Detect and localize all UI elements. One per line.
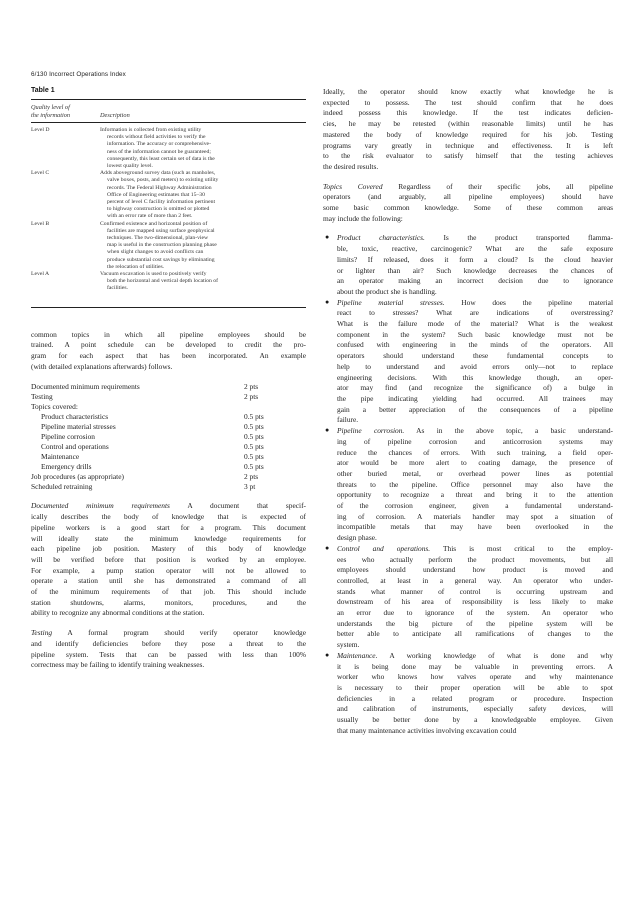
text-line: ees who actually perform the product movements, but all xyxy=(337,554,613,564)
text-line: incompatible metals that may have been overlooked in the xyxy=(337,522,613,532)
text-line: pipeline workers is a good start for a program. This document xyxy=(31,522,306,532)
text-line: usually be better done by a knowledgeable employee. Given xyxy=(337,715,613,725)
run-in-text: A formal program should verify operator knowledge xyxy=(52,628,306,638)
text-line: ble, toxic, reactive, carcinogenic? What are the safe exposure xyxy=(337,244,613,254)
text-line: operators should understand these fundamental concepts to xyxy=(337,351,613,361)
bullet-icon: ● xyxy=(325,297,330,306)
points-item-value: 2 pts xyxy=(244,382,259,392)
points-row xyxy=(31,402,278,412)
text-line: the desired results. xyxy=(323,161,379,171)
points-item-value: 0.5 pts xyxy=(244,422,264,432)
points-item-value: 0.5 pts xyxy=(244,412,264,422)
bullet-icon: ● xyxy=(325,543,330,552)
table-description-cell xyxy=(100,127,282,170)
table-col2-header: Description xyxy=(100,111,130,119)
topic-bullet-item xyxy=(323,298,613,426)
points-item-name: Testing xyxy=(31,392,53,402)
table-level-cell: Level B xyxy=(31,220,50,227)
table-description-line: when slight changes to avoid conflicts can xyxy=(107,249,204,256)
points-item-name: Emergency drills xyxy=(41,461,92,471)
text-line: stands what manner of control is occurring upstream and xyxy=(337,586,613,596)
text-line xyxy=(323,182,613,193)
table-description-cell xyxy=(100,170,282,220)
bullet-icon: ● xyxy=(325,426,330,435)
text-line xyxy=(31,501,306,512)
running-head: 6/130 Incorrect Operations Index xyxy=(31,71,126,78)
table-description-line: facilities are mapped using surface geophysical xyxy=(107,227,215,234)
table-description-line: to highway construction is omitted or plotted xyxy=(107,206,210,213)
points-item-name: Job procedures (as appropriate) xyxy=(31,471,124,481)
points-item-name: Documented minimum requirements xyxy=(31,382,140,392)
text-line: to the risk evaluator to satisfy himself that the testing achieves xyxy=(323,151,613,161)
run-in-heading: Documented minimum requirements xyxy=(31,501,170,511)
text-line: will ideally state the minimum knowledge requirements for xyxy=(31,533,306,543)
text-line: and calibration of instruments, especially safety devices, will xyxy=(337,704,613,714)
table-description-cell xyxy=(100,271,282,293)
points-item-name: Scheduled retraining xyxy=(31,481,93,491)
text-line: will be verified before that position is worked by an employee. xyxy=(31,554,306,564)
points-item-value: 2 pts xyxy=(244,471,259,481)
points-item-value: 0.5 pts xyxy=(244,432,264,442)
text-line: gain a better appreciation of the consequences of a pipeline xyxy=(337,404,613,414)
text-line: expected to possess. The test should confirm that he does xyxy=(323,97,613,107)
run-in-text: Is the product transported flamma- xyxy=(424,233,613,243)
text-line: react to stresses? What are indications of overstressing? xyxy=(337,308,613,318)
table-description-line: valve boxes, posts, and meters) to existing utility xyxy=(107,177,219,184)
points-row xyxy=(31,472,278,482)
text-line: cies, he may be retested (within reasonable limits) until he has xyxy=(323,119,613,129)
points-item-name: Maintenance xyxy=(41,451,80,461)
bullet-paragraph xyxy=(337,233,613,297)
text-line: an error due to ignorance of the system. An operator who xyxy=(337,608,613,618)
text-line: correctness may be failing to identify training weaknesses. xyxy=(31,660,205,670)
table-description-line: Vacuum excavation is used to positively verify xyxy=(100,271,207,278)
text-line: reduce the chances of errors. With such training, a field oper- xyxy=(337,447,613,457)
text-line: about the product she is handling. xyxy=(337,286,437,296)
table-description-line: techniques. The two-dimensional, plan-view xyxy=(107,235,209,242)
text-line: design phase. xyxy=(337,533,377,543)
table-description-line: Information is collected from existing utility xyxy=(100,127,202,133)
text-line: gram for each aspect that has been incorporated. An example xyxy=(31,351,306,361)
text-line: mastered the body of knowledge required for his job. Testing xyxy=(323,129,613,139)
run-in-heading: Pipeline corrosion. xyxy=(337,426,405,436)
text-line xyxy=(337,233,613,244)
topics-bullet-list xyxy=(323,233,613,736)
points-item-value: 0.5 pts xyxy=(244,451,264,461)
table-description-line: the relocation of utilities. xyxy=(107,263,165,270)
testing-paragraph xyxy=(31,628,306,671)
run-in-text: As in the above topic, a basic understand- xyxy=(404,426,613,436)
run-in-text: A document that specif- xyxy=(169,501,306,511)
run-in-heading: Pipeline material stresses. xyxy=(337,297,445,307)
table-description-line: consequently, this least certain set of data is the xyxy=(107,155,215,162)
points-item-value: 0.5 pts xyxy=(244,441,264,451)
points-row xyxy=(31,392,278,402)
text-line: of the minimum requirements of that job. This should include xyxy=(31,587,306,597)
table-level-cell: Level C xyxy=(31,170,50,177)
table-description-line: with an error rate of more than 2 feet. xyxy=(107,213,193,220)
table-description-line: Adds aboveground survey data (such as manholes, xyxy=(100,170,216,177)
text-line: component in the system? Such basic knowledge must not be xyxy=(337,329,613,339)
text-line: ing of pipeline corrosion and anticorrosion systems may xyxy=(337,436,613,446)
table-row xyxy=(31,271,306,293)
text-line: common topics in which all pipeline employees should be xyxy=(31,329,306,339)
topic-bullet-item xyxy=(323,544,613,651)
text-line: opportunity to recognize a threat and bring it to the attention xyxy=(337,490,613,500)
text-line: deficiencies in a related program or procedure. Inspection xyxy=(337,693,613,703)
text-line: other buried metal, or overhead power lines as potential xyxy=(337,468,613,478)
bullet-icon: ● xyxy=(325,233,330,242)
text-line: may include the following: xyxy=(323,213,403,223)
table-description-line: percent of level C facility information pertinent xyxy=(107,199,216,206)
text-line xyxy=(337,298,613,309)
points-item-value xyxy=(244,402,278,412)
text-line: help to understand and avoid errors only—not to replace xyxy=(337,361,613,371)
text-line: station shutdowns, alarms, monitors, procedures, and the xyxy=(31,597,306,607)
bullet-paragraph xyxy=(337,298,613,426)
text-line: an operator making an incorrect decision due to ignorance xyxy=(337,276,613,286)
points-row xyxy=(31,462,278,472)
text-line: and identify deficiencies before they pose a threat to the xyxy=(31,638,306,648)
table-col1-header: Quality level of the information xyxy=(31,104,71,119)
text-line: engineering decisions. With this knowledge though, an oper- xyxy=(337,372,613,382)
text-line xyxy=(31,628,306,639)
text-line: system. xyxy=(337,640,360,650)
run-in-text: How does the pipeline material xyxy=(444,297,613,307)
run-in-heading: Maintenance. xyxy=(337,650,378,660)
text-line xyxy=(337,426,613,437)
topic-bullet-item xyxy=(323,651,613,737)
topic-bullet-item xyxy=(323,233,613,297)
text-line: For example, a pump station operator will not be allowed to xyxy=(31,565,306,575)
bullet-paragraph xyxy=(337,651,613,737)
points-row xyxy=(31,482,278,492)
text-line: confused with engineering in the minds of the operators. All xyxy=(337,340,613,350)
points-row xyxy=(31,422,278,432)
topic-bullet-item xyxy=(323,426,613,544)
text-line: ator would be more alert to coating damage, the presence of xyxy=(337,458,613,468)
table-description-line: facilities. xyxy=(107,285,129,292)
text-line: ability to recognize any abnormal conditions at the station. xyxy=(31,608,205,618)
points-item-value: 2 pts xyxy=(244,392,259,402)
text-line: the pipe indicating yielding had occurred. All trainees may xyxy=(337,393,613,403)
points-schedule xyxy=(31,382,306,491)
table-description-line: map is useful in the construction planning phase xyxy=(107,242,217,249)
text-line: indeed possess this knowledge. If the test indicates deficien- xyxy=(323,108,613,118)
run-in-heading: Control and operations. xyxy=(337,543,431,553)
table-header xyxy=(31,100,306,122)
right-intro-paragraph xyxy=(323,87,613,173)
text-line: some basic common knowledge. Some of these common areas xyxy=(323,203,613,213)
points-row xyxy=(31,382,278,392)
text-line: (with detailed explanations afterwards) follows. xyxy=(31,361,173,371)
points-row xyxy=(31,442,278,452)
text-line: is necessary to their proper operation will be able to spot xyxy=(337,682,613,692)
left-intro-paragraph xyxy=(31,330,306,373)
points-row xyxy=(31,432,278,442)
text-line: trained. A point schedule can be developed to credit the pro- xyxy=(31,340,306,350)
text-line: understands the big picture of the pipeline system will be xyxy=(337,618,613,628)
run-in-text: This is most critical to the employ- xyxy=(430,543,614,553)
text-line: ically describes the body of knowledge that is expected of xyxy=(31,512,306,522)
text-line: controlled, at least in a general way. An operator who under- xyxy=(337,575,613,585)
documented-minimum-paragraph xyxy=(31,501,306,619)
table-description-line: Confirmed existence and horizontal position of xyxy=(100,220,208,227)
text-line: failure. xyxy=(337,415,359,425)
text-line: employees should understand how product is moved and xyxy=(337,565,613,575)
table-description-line: produce substantial cost savings by eliminating xyxy=(107,256,215,263)
right-column xyxy=(323,87,613,736)
text-line: downstream of his area of responsibility is less likely to make xyxy=(337,597,613,607)
points-item-name: Pipeline material stresses xyxy=(41,422,116,432)
table-level-cell: Level D xyxy=(31,127,50,133)
run-in-heading: Product characteristics. xyxy=(337,233,425,243)
text-line: operate a station until she has demonstrated a command of all xyxy=(31,576,306,586)
run-in-text: Regardless of their specific jobs, all pipeline xyxy=(382,181,613,191)
points-row xyxy=(31,452,278,462)
text-line: threats to the pipeline. Office personnel may also have the xyxy=(337,479,613,489)
run-in-heading: Topics Covered xyxy=(323,181,383,191)
topics-covered-paragraph xyxy=(323,182,613,225)
text-line: ing of corrosion. A materials handler may spot a situation of xyxy=(337,511,613,521)
points-item-name: Product characteristics xyxy=(41,412,109,422)
text-line: limits? If released, does it form a cloud? Is the cloud heavier xyxy=(337,254,613,264)
text-line: of the corrosion engineer, given a fundamental understand- xyxy=(337,501,613,511)
text-line: better able to anticipate all ramifications of changes to the xyxy=(337,629,613,639)
table-description-line: lowest quality level. xyxy=(107,163,153,170)
table-description-cell xyxy=(100,221,282,271)
points-item-name: Topics covered: xyxy=(31,402,78,412)
table-description-line: records. The Federal Highway Administration xyxy=(107,184,212,191)
table-description-line: records without field activities to verify the xyxy=(107,134,206,141)
text-line xyxy=(337,651,613,662)
points-item-value: 0.5 pts xyxy=(244,461,264,471)
text-line: What is the failure mode of the material? What is the weakest xyxy=(337,319,613,329)
text-line: each pipeline job position. Mastery of this body of knowledge xyxy=(31,544,306,554)
run-in-heading: Testing xyxy=(31,628,53,638)
table-row xyxy=(31,170,306,220)
text-line: operators (and arguably, all pipeline employees) should have xyxy=(323,192,613,202)
points-row xyxy=(31,412,278,422)
text-line: it is being done may be valuable in preventing errors. A xyxy=(337,661,613,671)
bullet-paragraph xyxy=(337,426,613,544)
text-line: pipeline system. Tests that can be passed with less than 100% xyxy=(31,649,306,659)
bullet-paragraph xyxy=(337,544,613,651)
table-row xyxy=(31,221,306,271)
left-column xyxy=(31,87,306,671)
text-line: or lighter than air? Such knowledge decreases the chances of xyxy=(337,265,613,275)
text-line: programs vary greatly in technique and effectiveness. It is left xyxy=(323,140,613,150)
text-line: Ideally, the operator should know exactly what knowledge he is xyxy=(323,87,613,96)
text-line: ator may find (and recognize the significance of) a bulge in xyxy=(337,383,613,393)
table-body xyxy=(31,123,306,307)
table-level-cell: Level A xyxy=(31,271,50,278)
points-item-value: 3 pt xyxy=(244,481,256,491)
table-description-line: information. The accuracy or comprehensive- xyxy=(107,141,211,148)
text-line: worker who knows how valves operate and why maintenance xyxy=(337,672,613,682)
table-description-line: ness of the information cannot be guaranteed; xyxy=(107,148,211,155)
table-description-line: Office of Engineering estimates that 15–30 xyxy=(107,191,205,198)
text-line xyxy=(337,544,613,555)
run-in-text: A working knowledge of what is done and why xyxy=(377,650,613,660)
table-row xyxy=(31,127,306,170)
table-description-line: both the horizontal and vertical depth location of xyxy=(107,278,219,285)
points-item-name: Pipeline corrosion xyxy=(41,432,95,442)
table-title: Table 1 xyxy=(31,87,55,94)
text-line: that many maintenance activities involving excavation could xyxy=(337,725,517,735)
points-item-name: Control and operations xyxy=(41,441,109,451)
bullet-icon: ● xyxy=(325,650,330,659)
